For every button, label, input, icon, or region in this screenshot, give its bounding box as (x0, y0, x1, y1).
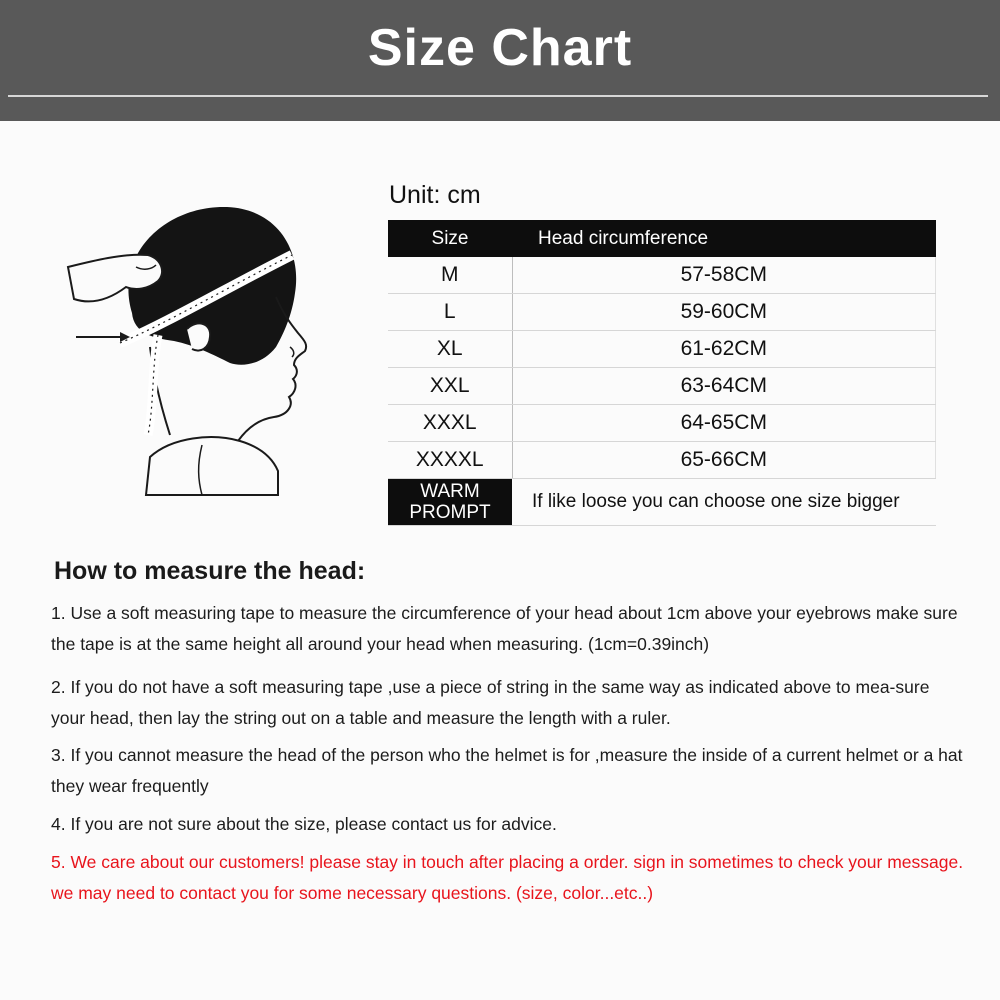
circumference-cell: 61-62CM (512, 331, 936, 368)
circumference-cell: 59-60CM (512, 294, 936, 331)
table-row (388, 331, 936, 368)
warm-prompt-label (388, 479, 512, 526)
instruction-step-4: 4. If you are not sure about the size, please contact us for advice. (51, 814, 557, 834)
unit-label: Unit: cm (389, 181, 481, 209)
column-header-circumference: Head circumference (512, 220, 936, 257)
warm-prompt-label-line2: PROMPT (409, 502, 491, 523)
circumference-cell: 57-58CM (512, 257, 936, 294)
circumference-cell: 64-65CM (512, 405, 936, 442)
header-banner (0, 0, 1000, 121)
circumference-cell: 65-66CM (512, 442, 936, 479)
table-row (388, 368, 936, 405)
head-measuring-tape-icon (62, 195, 332, 500)
size-cell: XL (388, 331, 512, 368)
instruction-step-1: 1. Use a soft measuring tape to measure the circumference of your head about 1cm above your eyebrows make sure the tape is at the same height all around your head when measuring. (1cm=0.39inch) (51, 603, 958, 654)
banner-divider (8, 95, 988, 97)
size-cell: L (388, 294, 512, 331)
how-to-measure-heading: How to measure the head: (54, 557, 366, 585)
warm-prompt-text: If like loose you can choose one size bigger (512, 479, 936, 526)
warm-prompt-label-line1: WARM (420, 481, 480, 502)
warm-prompt-row (388, 479, 936, 526)
size-cell: XXL (388, 368, 512, 405)
column-header-size: Size (388, 220, 512, 257)
table-row (388, 405, 936, 442)
table-header-row (388, 220, 936, 257)
instruction-step-2: 2. If you do not have a soft measuring tape ,use a piece of string in the same way as indicated above to mea-sure your head, then lay the string out on a table and measure the length with a ruler. (51, 677, 930, 728)
size-cell: XXXXL (388, 442, 512, 479)
circumference-cell: 63-64CM (512, 368, 936, 405)
instruction-step-5-notice: 5. We care about our customers! please stay in touch after placing a order. sign in sometimes to check your message. we may need to contact you for some necessary questions. (size, color...etc..) (51, 852, 964, 903)
size-cell: XXXL (388, 405, 512, 442)
size-chart-table (388, 220, 936, 526)
page-title: Size Chart (367, 19, 633, 77)
instruction-step-3: 3. If you cannot measure the head of the person who the helmet is for ,measure the inside of a current helmet or a hat they wear frequently (51, 745, 963, 796)
table-row (388, 257, 936, 294)
table-row (388, 294, 936, 331)
table-row (388, 442, 936, 479)
size-cell: M (388, 257, 512, 294)
